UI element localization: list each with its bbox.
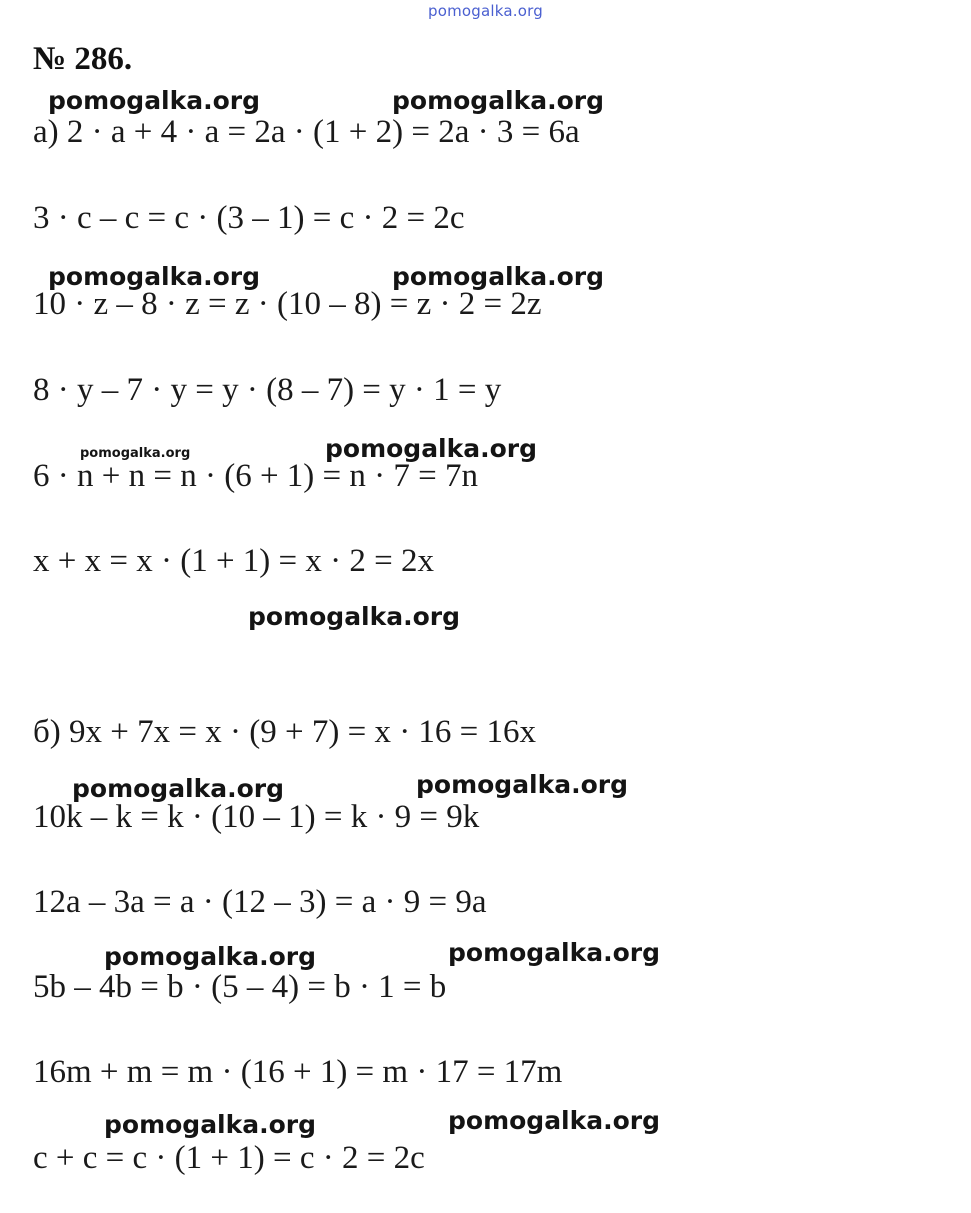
equation-line: 12a – 3a = a · (12 – 3) = a · 9 = 9a: [33, 884, 487, 920]
equation-line: 5b – 4b = b · (5 – 4) = b · 1 = b: [33, 969, 447, 1005]
watermark: pomogalka.org: [448, 1106, 661, 1135]
watermark: pomogalka.org: [104, 942, 317, 971]
equation-line: б) 9x + 7x = x · (9 + 7) = x · 16 = 16x: [33, 714, 537, 750]
watermark: pomogalka.org: [80, 446, 191, 461]
watermark: pomogalka.org: [72, 774, 285, 803]
equation-line: 3 · c – c = c · (3 – 1) = c · 2 = 2c: [33, 200, 465, 236]
equation-line: 6 · n + n = n · (6 + 1) = n · 7 = 7n: [33, 458, 479, 494]
equation-line: а) 2 · a + 4 · a = 2a · (1 + 2) = 2a · 3 = 6a: [33, 114, 580, 150]
site-link[interactable]: pomogalka.org: [428, 2, 543, 20]
watermark: pomogalka.org: [104, 1110, 317, 1139]
watermark: pomogalka.org: [392, 86, 605, 115]
watermark: pomogalka.org: [448, 938, 661, 967]
equation-line: 10 · z – 8 · z = z · (10 – 8) = z · 2 = 2z: [33, 286, 542, 322]
watermark: pomogalka.org: [48, 262, 261, 291]
equation-line: x + x = x · (1 + 1) = x · 2 = 2x: [33, 543, 435, 579]
watermark: pomogalka.org: [325, 434, 538, 463]
equation-line: 8 · y – 7 · y = y · (8 – 7) = y · 1 = y: [33, 372, 502, 408]
task-number: № 286.: [33, 41, 133, 77]
equation-line: 10k – k = k · (10 – 1) = k · 9 = 9k: [33, 799, 480, 835]
watermark: pomogalka.org: [416, 770, 629, 799]
watermark: pomogalka.org: [248, 602, 461, 631]
watermark: pomogalka.org: [48, 86, 261, 115]
watermark: pomogalka.org: [392, 262, 605, 291]
equation-line: 16m + m = m · (16 + 1) = m · 17 = 17m: [33, 1054, 563, 1090]
equation-line: c + c = c · (1 + 1) = c · 2 = 2c: [33, 1140, 425, 1176]
